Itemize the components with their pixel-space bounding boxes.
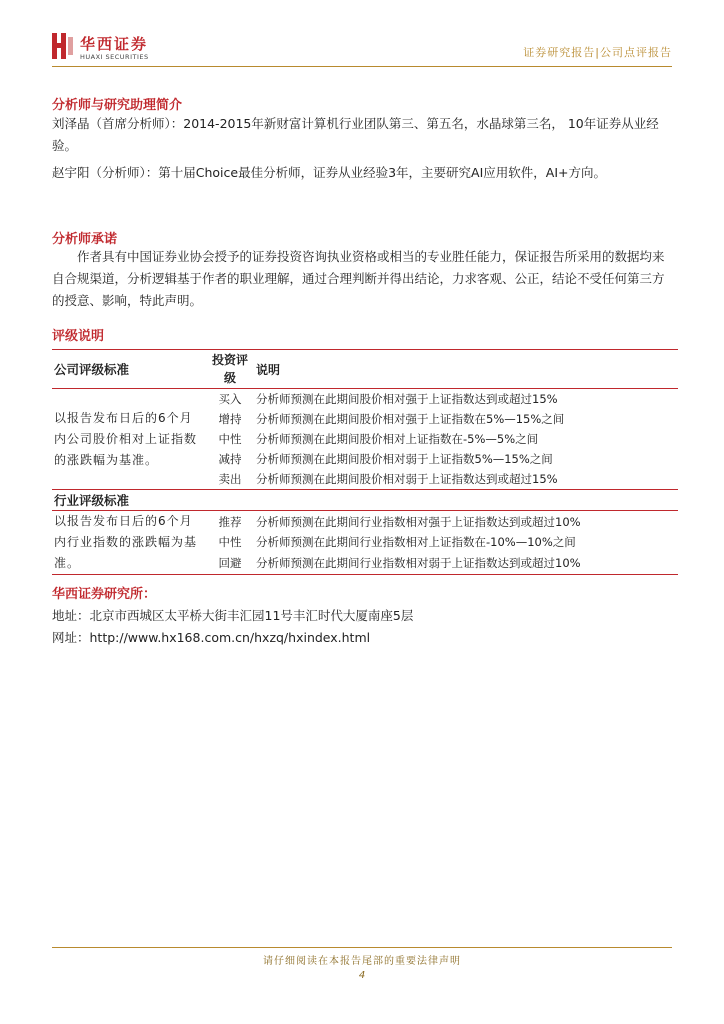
commitment-section-title: 分析师承诺 bbox=[52, 232, 118, 247]
rating-desc: 分析师预测在此期间股价相对上证指数在-5%—5%之间 bbox=[256, 432, 539, 446]
institute-title: 华西证券研究所： bbox=[52, 587, 157, 602]
rating-section-title: 评级说明 bbox=[52, 329, 105, 344]
col-desc-header: 说明 bbox=[254, 350, 678, 389]
rating-desc: 分析师预测在此期间股价相对弱于上证指数5%—15%之间 bbox=[256, 452, 553, 466]
document-type: 证券研究报告|公司点评报告 bbox=[523, 46, 672, 59]
rating-label: 中性 bbox=[218, 535, 242, 550]
legal-notice: 请仔细阅读在本报告尾部的重要法律声明 bbox=[263, 956, 461, 967]
rating-label: 买入 bbox=[206, 389, 254, 410]
page-number: 4 bbox=[358, 970, 366, 981]
company-rating-basis: 以报告发布日后的6个月内公司股价相对上证指数的涨跌幅为基准。 bbox=[52, 389, 206, 490]
commitment-text: 作者具有中国证券业协会授予的证券投资咨询执业资格或相当的专业胜任能力，保证报告所采用的数据均来自合规渠道，分析逻辑基于作者的职业理解，通过合理判断并得出结论，力求客观、公正，结论不受任何第三方的授意、影响，特此声明。 bbox=[52, 249, 665, 308]
rating-label: 卖出 bbox=[218, 472, 242, 486]
institute-website[interactable]: 网址：http://www.hx168.com.cn/hxzq/hxindex.html bbox=[52, 630, 371, 645]
rating-desc: 分析师预测在此期间股价相对弱于上证指数达到或超过15% bbox=[256, 472, 558, 486]
rating-desc: 分析师预测在此期间股价相对强于上证指数达到或超过15% bbox=[254, 389, 678, 410]
header-divider bbox=[52, 66, 672, 67]
rating-table bbox=[52, 349, 678, 577]
industry-rating-header: 行业评级标准 bbox=[52, 490, 678, 511]
brand-name-cn: 华西证券 bbox=[80, 35, 149, 53]
rating-desc: 分析师预测在此期间行业指数相对强于上证指数达到或超过10% bbox=[254, 511, 678, 533]
rating-label: 推荐 bbox=[206, 511, 254, 533]
analyst-bio-zhao: 赵宇阳（分析师）：第十届Choice最佳分析师，证券从业经验3年，主要研究AI应用软件，AI+方向。 bbox=[52, 165, 606, 180]
rating-desc: 分析师预测在此期间行业指数相对上证指数在-10%—10%之间 bbox=[256, 535, 576, 550]
rating-desc: 分析师预测在此期间行业指数相对弱于上证指数达到或超过10% bbox=[256, 556, 581, 571]
institute-address: 地址：北京市西城区太平桥大街丰汇园11号丰汇时代大厦南座5层 bbox=[52, 608, 414, 623]
company-rating-header: 公司评级标准 bbox=[52, 350, 206, 389]
footer-divider bbox=[52, 947, 672, 948]
rating-label: 增持 bbox=[218, 412, 242, 426]
rating-label: 中性 bbox=[218, 432, 242, 446]
analyst-bio-liu: 刘泽晶（首席分析师）：2014-2015年新财富计算机行业团队第三、第五名，水晶球第三名， 10年证券从业经验。 bbox=[52, 116, 659, 153]
rating-label: 回避 bbox=[218, 556, 242, 571]
rating-label: 减持 bbox=[218, 452, 242, 466]
col-rating-header: 投资评级 bbox=[206, 350, 254, 389]
industry-rating-basis: 以报告发布日后的6个月内行业指数的涨跌幅为基准。 bbox=[52, 511, 206, 575]
huaxi-logo-icon bbox=[52, 33, 74, 59]
analysts-section-title: 分析师与研究助理简介 bbox=[52, 98, 183, 113]
rating-desc: 分析师预测在此期间股价相对强于上证指数在5%—15%之间 bbox=[256, 412, 565, 426]
brand-name-en: HUAXI SECURITIES bbox=[80, 53, 149, 61]
